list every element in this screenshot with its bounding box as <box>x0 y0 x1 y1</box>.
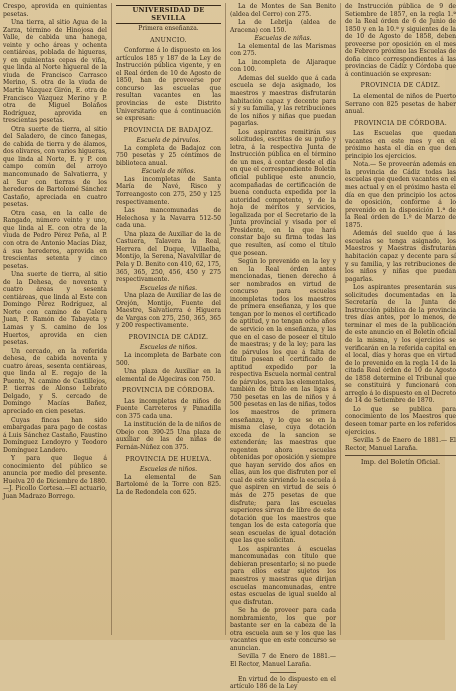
paragraph: Un cercado, en la referida dehesa, de cabida noventa y cuatro áreas, sesenta centiáreas, que linda al E. regajo de la Puente, N. camino de Castillejos, P. tierras de Alonso Lebrato Delgado, y S. cercado de Domingo Macías Bañez, apreciado en cien pesetas. <box>3 347 107 415</box>
paragraph: La elemental de San Bartolomé de la Torre con 825. La de Redondela con 625. <box>116 473 221 496</box>
subheading: Escuelas de niños. <box>139 344 198 352</box>
subheading: Escuelas de niños. <box>139 466 198 474</box>
paragraph: La incompleta de Aljaraque con 100. <box>230 58 336 74</box>
paragraph: En virtud de lo dispuesto en el artículo 186 de la Ley <box>230 675 336 691</box>
imprint: Imp. del Boletín Oficial. <box>360 458 441 467</box>
paragraph: Se ha de proveer para cada nombramiento, los que por bastante ser en la cabeza de la otra escuela aun se y los que las vacantes que en este concurso se anuncian. <box>230 607 336 652</box>
paragraph: Crespo, aprovida en quinientas pesetas. <box>3 3 107 18</box>
column-2 <box>116 3 221 640</box>
university-header: UNIVERSIDAD DE SEVILLA <box>116 5 221 24</box>
subheading: Escuela de párvulos. <box>136 137 201 145</box>
subheading: Escuelas de niñas. <box>139 284 198 292</box>
separator-rule <box>270 672 296 673</box>
paragraph: La incompleta de Barbate con 500. <box>116 351 221 367</box>
paragraph: Una plaza de Auxiliar de las de Orejón, Montijo, Fuente del Maestre, Salvatierra é Higuera de Vargas con 275, 250, 365, 365 y 200 respectivamente. <box>116 292 221 330</box>
subheading: Escuelas de niñas. <box>254 35 312 43</box>
province-heading: PROVINCIA DE HUELVA. <box>125 455 212 463</box>
paragraph: Lo que se publica para conocimiento de los Maestros que deseen tomar parte en los referidos ejercicios. <box>345 405 456 436</box>
paragraph: Y para que llegue á conocimiento del público se anuncia por medio del presente. Huelva 20 de Diciembre de 1880.—J. Picollo Cortesa.—El actuario, Juan Madrazo Borrego. <box>3 455 107 500</box>
paragraph: La de Montes de San Benito (aldea del Cerro) con 275. <box>230 3 336 18</box>
paragraph: Los aspirantes presentarán sus solicitudes documentadas en la Secretaría de la Junta de Instrucción pública de la provincia tres días antes, por lo menos, de terminar el mes de la publicación de este anuncio en el Boletín oficial de la misma, y los ejercicios se verificarán en la referida capital en el local, días y horas que en virtud de lo prevenido en la regla 14 de la citada Real órden de 10 de Agosto de 1858 determine el Tribunal que se constituirá y funcionará con arreglo á lo dispuesto en el Decreto de 14 de Setiembre de 1870. <box>345 284 456 405</box>
paragraph: Ademas del sueldo que á cada escuela se deja asignado, los maestros y maestras disfrutarán habitación capaz y decente para sí y su familia, y las retribuciones de los niños y niñas que puedan pagarlas. <box>230 74 336 128</box>
paragraph: Las incompletas de niños de Fuente Carreteros y Panadilla con 375 cada una. <box>116 397 221 420</box>
paragraph: Cuyas fincas han sido embargadas para pago de costas á Luis Sánchez Castaño, Faustino Domínguez Lendoyro y Teodoro Domínguez Landero. <box>3 416 107 454</box>
paragraph: Una plaza de Auxiliar en la elemental de Algeciras con 750. <box>116 368 221 383</box>
paragraph: Otra casa, en la calle de Rangado, número veinte y uno, que linda al E. con otra de la viuda de Pedro Pérez Peña, al P. con otra de Antonio Macías Díaz, á sus herederos, aprovida en trescientas setenta y cinco pesetas. <box>3 209 107 270</box>
paragraph: Una plaza de Auxiliar de la de Castuera, Talavera la Real, Herrera del Duque, Villaelba, Montijo, la Serena, Navalvillar de Pela y D. Benito con 410, 62, 175, 365, 365, 250, 456, 450 y 275 respectivamente. <box>116 230 221 284</box>
column-divider <box>340 3 341 635</box>
column-4 <box>345 3 456 640</box>
column-divider <box>225 3 226 635</box>
paragraph: La elemental de niños de Puerto Serrano con 825 pesetas de haber anual. <box>345 93 456 116</box>
paragraph: Nota.— Se proveerán además en la provincia de Cádiz todas las escuelas que queden vacantes en el mes actual y en el próximo hasta el día en que den principio los actos de oposición, conforme á lo prevenido en la disposición 1.ª de la Real órden de 1.º de Marzo de 1875. <box>345 161 456 229</box>
paragraph: La elemental de las Marismas con 275. <box>230 42 336 58</box>
paragraph: Las Escuelas que quedan vacantes en este mes y en el próximo hasta el día en que den principio los ejercicios. <box>345 130 456 160</box>
signature: Sevilla 5 de Enero de 1881.— El Rector, Manuel Laraña. <box>345 437 456 452</box>
paragraph: Las mancomunadas de Helechosa y la Navarra 512-50 cada una. <box>116 207 221 230</box>
paragraph: Además del sueldo que á las escuelas se tenga asignado, los Maestros y Maestras disfrutarán habitación capaz y decente para sí y su familia, y las retribuciones de los niños y niñas que puedan pagarlas. <box>345 230 456 283</box>
province-heading: PROVINCIA DE CÓRDOBA. <box>354 119 447 127</box>
subheading: Escuela de niños. <box>141 168 196 176</box>
column-3 <box>230 3 336 691</box>
column-divider <box>111 3 112 635</box>
notice-heading: ANUNCIO. <box>150 36 187 44</box>
paragraph: La completa de Badajoz con 750 pesetas y 25 céntimos de biblioteca anual. <box>116 144 221 167</box>
province-heading: PROVINCIA DE BADAJOZ. <box>123 126 214 134</box>
paragraph: La de Lebrija (aldea de Aracena) con 150. <box>230 19 336 34</box>
paragraph: Los aspirantes á escuelas mancomunadas con título que debieran presentarlo; si no puede para ellos estar sujetos los maestros y maestras que dirijan escuelas mancomunadas, entre estas escuelas de igual sueldo al que disfrutan. <box>230 545 336 606</box>
section-subtitle: Primera enseñanza. <box>138 25 199 33</box>
paragraph: Los aspirantes remitirán sus solicitudes, escritas de su puño y letra, á la respectiva Junta de Instrucción pública en el término de un mes, á contar desde el día en que el correspondiente Boletín oficial publique este anuncio, acompañadas de certificación de buena conducta expedida por la autoridad competente, y de la hoja de méritos y servicios, legalizada por el Secretario de la Junta provincial y visada por el Presidente, en la que hará constar bajo su firma todas las que resulten, así como el título que posean. <box>230 128 336 257</box>
paragraph: La institución de la de niños de Obejo con 390-25 Una plaza de auxiliar de las de niñas de Fernán-Núñez con 375. <box>116 421 221 451</box>
province-heading: PROVINCIA DE CÁDIZ. <box>128 333 209 341</box>
paragraph: Otra suerte de tierra, al sitio del Saladero, de cinco fanegas, de cabida de tierra y de álamos, dos olivares, con varios higueras, que linda al Norte, E. y P. con campo común del arroyo mancomunado de Salvatierra, y al Sur con tierras de los herederos de Bartolomé Sánchez Castaño, apreciada en cuatro pesetas. <box>3 125 107 209</box>
paragraph: Según lo prevenido en la ley y en la Real órden antes mencionadas, tienen derecho á ser nombrados en virtud de concurso para escuelas incompletas todos los maestros de primera enseñanza, y los que tengan por lo menos el certificado de aptitud, y no tengan ocho años de servicio en la enseñanza, y las que en el caso de poseer el título de maestras; y de la ley; para las de párvulos los que á falta de título posean el certificado de aptitud expedido por la respectiva Escuela normal central de párvulos, para las elementales, también de título en las ligas á 750 pesetas en las de niños y á 500 pesetas en las de niñas, todos los maestros de primera enseñanza, y lo que se en la misma clase, cuya dotación exceda de la sancion se extenderán; las maestras que regenten ahora escuelas obtenidas por oposición y siempre que hayan servido dos años en ellas, aun los que disfruten por el cual de este sirviendo la escuela á que aspiren en virtud de seis ó más de 275 pesetas de que disfrute; para las escuelas superiores sirvan de libre de esta dotación que los maestros que tengan los de esta categoría que sean escuelas de igual dotación que las que solicitan. <box>230 258 336 545</box>
paragraph: Una tierra, al sitio Agua de la Zarza, término de Hinojosa del Valle, de cabida una hanega, veinte y ocho áreas y ochenta centiáreas, poblada de higueras, y en quinientas cepas de viña, que linda al Norte higueral de la viuda de Francisco Carrasco Merino, S. otra de la viuda de Martín Vázquez Girón, E. otra de Francisco Vázquez Merino y P. otra de Miguel Bolaños Rodríguez, aprovida en trescientas pesetas. <box>3 19 107 125</box>
province-heading: PROVINCIA DE CÓRDOBA. <box>122 387 215 395</box>
province-heading: PROVINCIA DE CÁDIZ. <box>360 82 441 90</box>
paragraph: Una suerte de tierra, al sitio de la Dehesa, de noventa y cuatro áreas y sesenta centiáreas, que linda al Este con Domingo Pérez Rodríguez, al Norte con camino de Calera Juan, P. Ramón de Tabayeta y Lamas y S. camino de los Huertos, aprovida en cien pesetas. <box>3 271 107 347</box>
signature: Sevilla 7 de Enero de 1881.— El Rector, Manuel Laraña. <box>230 653 336 669</box>
column-1 <box>3 3 107 640</box>
paragraph: de Instrucción pública de 9 de Setiembre de 1857, en la regla 1.ª de la Real órden de 6 de Junio de 1850 y en la 10.ª y siguientes de la de 10 de Agosto de 1858, deben proveerse por oposición en el mes de Febrero próximo las Escuelas de doña cinco correspondientes á las provincias de Cádiz y Córdoba que á continuación se expresan: <box>345 3 456 78</box>
separator-rule <box>345 455 456 456</box>
paragraph: Las incompletas de Santa María de Navé, Risco y Torreangosto con 275, 250 y 125 respectivamente. <box>116 175 221 206</box>
paragraph: Conforme á lo dispuesto en los artículos 185 y 187 de la Ley de Instrucción pública vigente, y en el Real órden de 10 de Agosto de 1850, han de proveerse por concurso las escuelas que resultan vacantes en las provincias de este Distrito Universitario que á continuación se expresan: <box>116 47 221 123</box>
